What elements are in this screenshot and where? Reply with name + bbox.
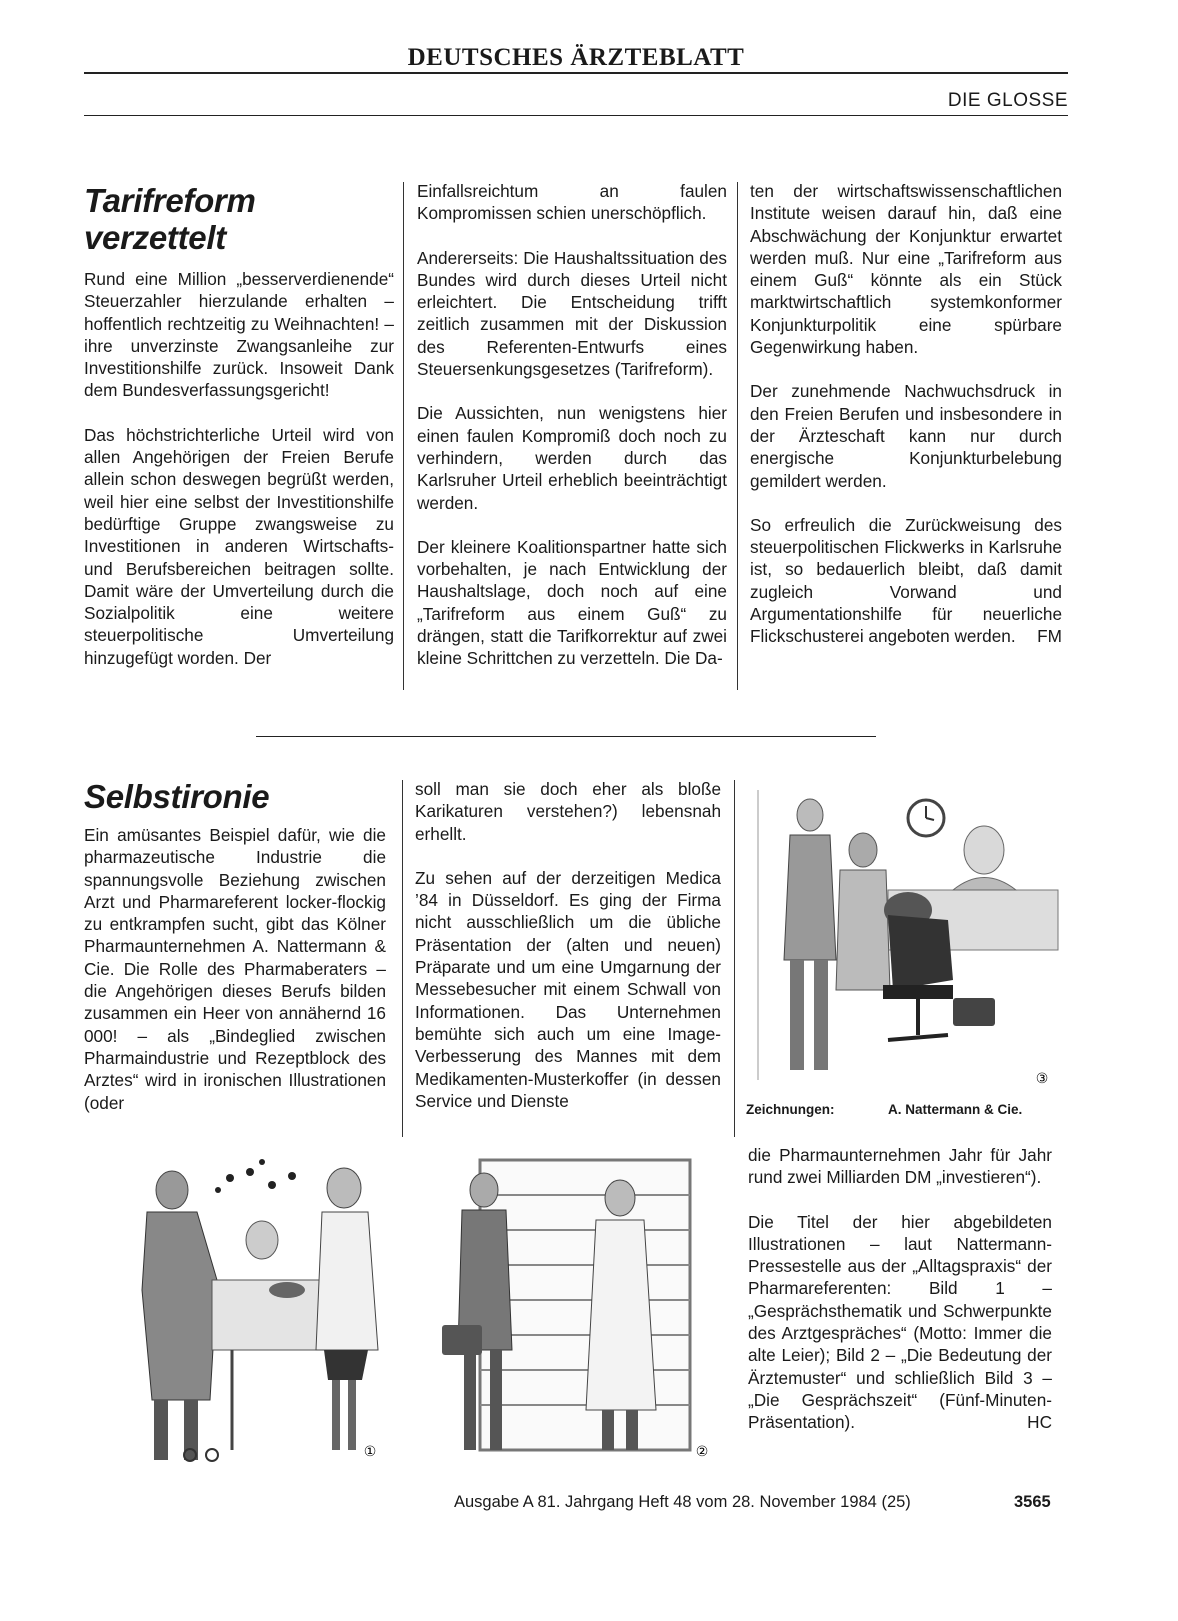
- column-divider: [402, 780, 403, 1137]
- paragraph-text: Die Titel der hier abgebildeten Illustrationen – laut Nattermann-Pressestelle aus der „Alltagspraxis“ der Pharmareferenten: Bild 1 – „Gesprächsthematik und Schwerpunkte des Arztgespräches“ (Motto: Immer die alte Leier); Bild 2 – „Die Bedeutung der Ärztemuster“ und schließlich Bild 3 – „Die Gesprächszeit“ (Fünf-Minuten-Präsentation).: [748, 1211, 1052, 1433]
- article1-column1: [84, 268, 394, 669]
- paragraph: Andererseits: Die Haushaltssituation des Bundes wird durch dieses Urteil nicht erleichtert. Die Entscheidung trifft zeitlich zusammen mit der Diskussion des Referenten-Entwurfs eines Steuersenkungsgesetzes (Tarifreform).: [417, 247, 727, 380]
- image-credit-label: Zeichnungen:: [746, 1102, 835, 1117]
- article1-title-line1: Tarifreform: [84, 182, 256, 219]
- figure-number-2: ②: [695, 1444, 709, 1460]
- paragraph: Einfallsreichtum an faulen Kompromissen schien unerschöpflich.: [417, 181, 727, 224]
- section-rule: [84, 115, 1068, 116]
- column-divider: [734, 780, 735, 1137]
- paragraph: soll man sie doch eher als bloße Karikaturen verstehen?) lebensnah erhellt.: [415, 779, 721, 844]
- issue-info: Ausgabe A 81. Jahrgang Heft 48 vom 28. November 1984 (25): [454, 1493, 911, 1511]
- section-label: DIE GLOSSE: [947, 90, 1068, 111]
- illustration-2: [420, 1150, 720, 1470]
- paragraph: ten der wirtschaftswissenschaftlichen Institute weisen darauf hin, daß eine Abschwächung der Konjunktur erwartet werden muß. Nur eine „Tarifreform aus einem Guß“ könnte als ein Stück marktwirtschaftlich systemkonformer Konjunkturpolitik eine spürbare Gegenwirkung haben.: [750, 181, 1062, 358]
- article-separator: [256, 736, 876, 737]
- paragraph: Der kleinere Koalitionspartner hatte sich vorbehalten, je nach Entwicklung der Haushaltslage, doch noch auf eine „Tarifreform aus einem Guß“ zu drängen, statt die Tarifkorrektur auf zwei kleine Schrittchen zu verzetteln. Die Da-: [417, 536, 727, 669]
- author-signature: HC: [1027, 1412, 1052, 1433]
- image-credit-name: A. Nattermann & Cie.: [888, 1102, 1023, 1117]
- article1-title-line2: verzettelt: [84, 219, 226, 256]
- figure-number-3: ③: [1035, 1071, 1049, 1087]
- article2-title: Selbstironie: [84, 778, 270, 815]
- paragraph: Ein amüsantes Beispiel dafür, wie die pharmazeutische Industrie die spannungsvolle Beziehung zwischen Arzt und Pharmareferent locker-flockig zu entkrampfen sucht, gibt das Kölner Pharmaunternehmen A. Nattermann & Cie. Die Rolle des Pharmaberaters – die Angehörigen dieses Berufs bilden zusammen ein Heer von annähernd 16 000! – als „Bindeglied zwischen Pharmaindustrie und Rezeptblock des Arztes“ wird in ironischen Illustrationen (oder: [84, 825, 386, 1113]
- article1-column2: [417, 180, 727, 670]
- paragraph: Das höchstrichterliche Urteil wird von allen Angehörigen der Freien Berufe allein schon deswegen begrüßt werden, weil hier eine selbst der Investitionshilfe bedürftige Gruppe zwangsweise zu Investitionen in anderen Wirtschafts- und Berufsbereichen beitragen sollte. Damit wäre der Umverteilung durch die Sozialpolitik eine weitere steuerpolitische Umverteilung hinzugefügt worden. Der: [84, 424, 394, 668]
- article2-column3: [748, 1144, 1052, 1434]
- paragraph: die Pharmaunternehmen Jahr für Jahr rund zwei Milliarden DM „investieren“).: [748, 1145, 1052, 1188]
- article1-title: [84, 182, 256, 256]
- masthead-rule: [84, 72, 1068, 74]
- masthead: DEUTSCHES ÄRZTEBLATT: [407, 44, 745, 71]
- figure-number-1: ①: [363, 1444, 377, 1460]
- paragraph: Die Aussichten, nun wenigstens hier einen faulen Kompromiß doch noch zu verhindern, werden durch das Karlsruher Urteil erheblich beeinträchtigt werden.: [417, 403, 727, 513]
- page-number: 3565: [1014, 1493, 1051, 1511]
- article1-column3: [750, 180, 1062, 648]
- article2-column1: [84, 824, 386, 1114]
- column-divider: [737, 182, 738, 690]
- paragraph: [750, 514, 1062, 648]
- column-divider: [403, 182, 404, 690]
- paragraph: [748, 1211, 1052, 1434]
- article2-column2: [415, 778, 721, 1112]
- paragraph-text: So erfreulich die Zurückweisung des steuerpolitischen Flickwerks in Karlsruhe ist, so bedauerlich bleibt, daß damit zugleich Vorwand und Argumentationshilfe für neuerliche Flickschusterei angeboten werden.: [750, 514, 1062, 647]
- paragraph: Zu sehen auf der derzeitigen Medica ’84 in Düsseldorf. Es ging der Firma nicht ausschließlich um die übliche Präsentation der (alten und neuen) Präparate und um eine Umgarnung der Messebesucher mit einem Schwall von Informationen. Das Unternehmen bemühte sich auch um eine Image-Verbesserung des Mannes mit dem Medikamenten-Musterkoffer (in dessen Service und Dienste: [415, 867, 721, 1111]
- paragraph: Rund eine Million „besserverdienende“ Steuerzahler hierzulande erhalten – hoffentlich rechtzeitig zu Weihnachten! – ihre unverzinste Zwangsanleihe zur Investitionshilfe zurück. Insoweit Dank dem Bundesverfassungsgericht!: [84, 269, 394, 401]
- illustration-3: [748, 780, 1062, 1090]
- paragraph: Der zunehmende Nachwuchsdruck in den Freien Berufen und insbesondere in der Ärzteschaft kann nur durch energische Konjunkturbelebung gemildert werden.: [750, 381, 1062, 491]
- author-signature: FM: [1037, 626, 1062, 647]
- illustration-1: [92, 1150, 396, 1470]
